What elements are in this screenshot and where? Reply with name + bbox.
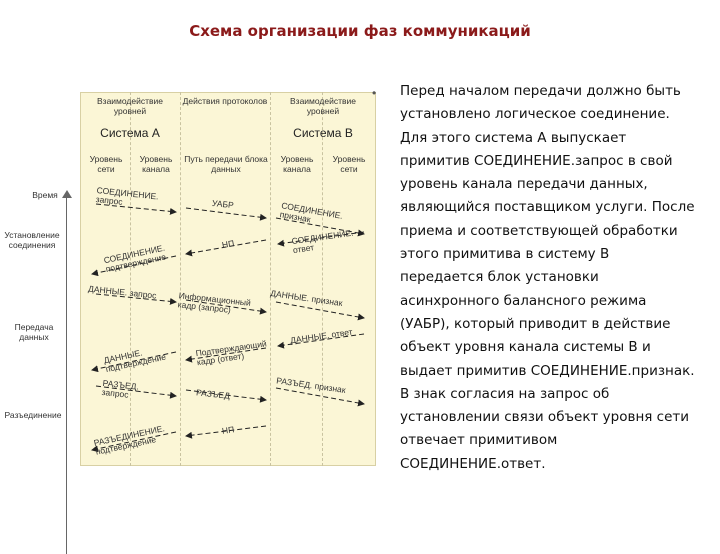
msg-release: РАЗЪЕД (195, 387, 231, 401)
communication-phases-diagram (0, 84, 380, 474)
system-b-label: Система В (293, 126, 353, 140)
msg-connect-indication: СОЕДИНЕНИЕ. признак (279, 200, 344, 225)
msg-release-request: РАЗЪЕД. запрос (101, 377, 140, 400)
system-a-label: Система А (100, 126, 160, 140)
msg-data-response: ДАННЫЕ. ответ (289, 326, 354, 346)
msg-connect-response: СОЕДИНЕНИЕ. ответ (290, 227, 354, 256)
msg-data-request: ДАННЫЕ. запрос (87, 283, 157, 301)
phase-label-release: Разъединение (4, 410, 62, 420)
msg-np-2: НП (221, 424, 235, 436)
subheader-path: Путь передачи блока данных (184, 154, 268, 174)
msg-uabr: УАБР (211, 197, 235, 211)
msg-release-indication: РАЗЪЕД. признак (275, 375, 347, 395)
header-protocol-actions: Действия протоколов (182, 96, 268, 106)
time-axis-label: Время (32, 190, 58, 200)
subheader-b-link: Уровень канала (280, 154, 314, 174)
body-paragraph: Перед началом передачи должно быть установлено логическое соединение. Для этого система А выпускает примитив СОЕДИНЕНИЕ.запрос в свой уровень канала передачи данных, являющийся поставщиком услуги. После приема и соответствующей обработки этого примитива в систему В передается блок установки асинхронного балансного режима (УАБР), который приводит в действие объект уровня канала системы В и выдает примитив СОЕДИНЕНИЕ.признак. В знак согласия на запрос об установлении связи объект уровня сети отвечает примитивом СОЕДИНЕНИЕ.ответ. (400, 83, 695, 472)
phase-label-transfer: Передача данных (14, 322, 54, 342)
msg-info-frame: Информационный кадр (запрос) (177, 290, 252, 315)
arrow-uabr (186, 208, 266, 218)
subheader-b-network: Уровень сети (332, 154, 366, 174)
msg-data-indication: ДАННЫЕ. признак (269, 287, 344, 309)
msg-connect-request: СОЕДИНЕНИЕ. запрос (95, 185, 160, 207)
phase-label-setup: Установление соединения (4, 230, 60, 250)
header-layer-interaction-a: Взаимодействие уровней (97, 96, 163, 116)
msg-release-confirm: РАЗЪЕДИНЕНИЕ. подтверждение (92, 423, 166, 457)
message-arrows (0, 84, 380, 474)
msg-ack-frame: Подтверждающий кадр (ответ) (194, 338, 268, 368)
bullet-marker: • (372, 86, 377, 100)
msg-np-1: НП (221, 238, 235, 250)
subheader-a-network: Уровень сети (89, 154, 123, 174)
msg-data-confirm: ДАННЫЕ. подтверждение (102, 347, 167, 375)
header-layer-interaction-b: Взаимодействие уровней (290, 96, 356, 116)
subheader-a-link: Уровень канала (139, 154, 173, 174)
slide-title: Схема организации фаз коммуникаций (189, 22, 531, 40)
msg-connect-confirm: СОЕДИНЕНИЕ. подтверждение (102, 242, 167, 275)
